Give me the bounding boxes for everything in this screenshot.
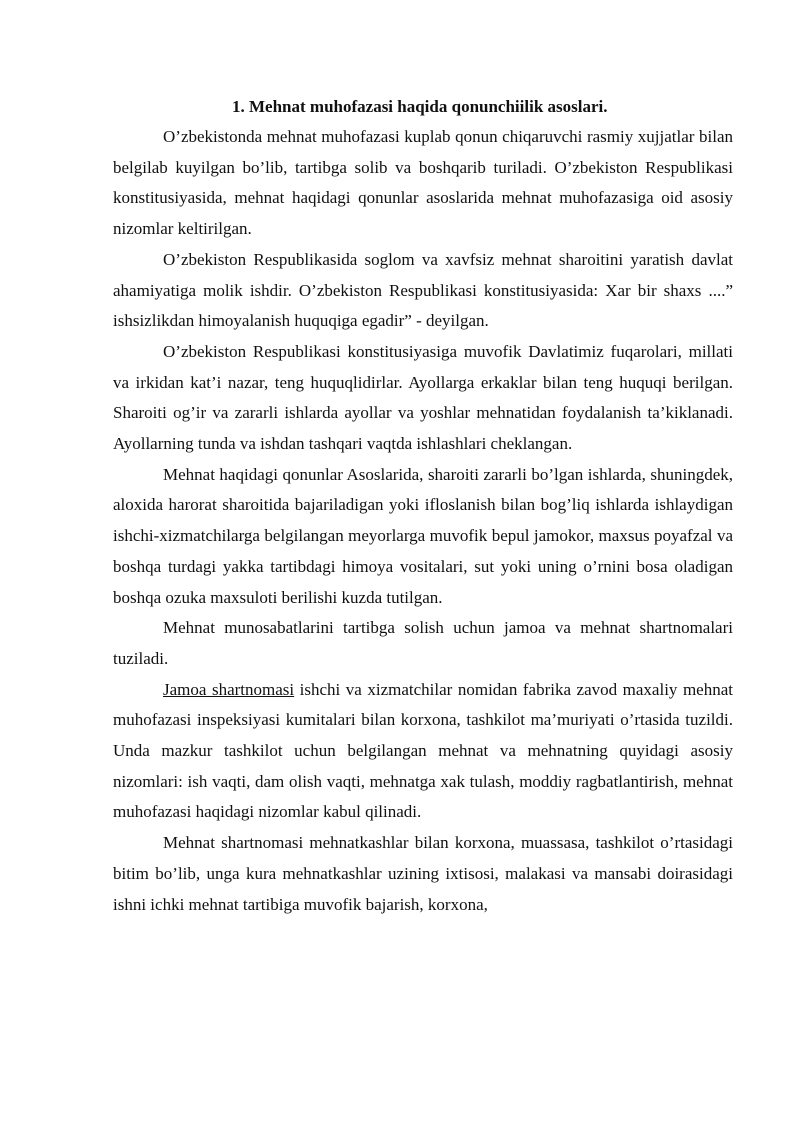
- paragraph-contracts: Mehnat munosabatlarini tartibga solish uchun jamoa va mehnat shartnomalari tuziladi.: [113, 618, 733, 668]
- paragraph-labor-contract: Mehnat shartnomasi mehnatkashlar bilan korxona, muassasa, tashkilot o’rtasidagi bitim bo’lib, unga kura mehnatkashlar uzining ixtisosi, malakasi va mansabi doirasidagi ishni ichki mehnat tartibiga muvofik bajarish, korxona,: [113, 833, 733, 914]
- collective-agreement-text: ishchi va xizmatchilar nomidan fabrika zavod maxaliy mehnat muhofazasi inspeksiyasi kumitalari bilan korxona, tashkilot ma’muriyati o’rtasida tuzildi. Unda mazkur tashkilot uchun belgilangan mehnat va mehnatning quyidagi asosiy nizomlari: ish vaqti, dam olish vaqti, mehnatga xak tulash, moddiy ragbatlantirish, mehnat muhofazasi haqidagi nizomlar kabul qilinadi.: [113, 679, 733, 822]
- paragraph-protective-equipment: Mehnat haqidagi qonunlar Asoslarida, sharoiti zararli bo’lgan ishlarda, shuningdek, aloxida harorat sharoitida bajariladigan yoki ifloslanish bilan bog’liq ishlarda ishlaydigan ishchi-xizmatchilarga belgilangan meyorlarga muvofik bepul jamokor, maxsus poyafzal va boshqa turdagi yakka tartibdagi himoya vositalari, sut yoki uning o’rnini bosa oladigan boshqa ozuka maxsuloti berilishi kuzda tutilgan.: [113, 464, 733, 607]
- paragraph-legislation: O’zbekistonda mehnat muhofazasi kuplab qonun chiqaruvchi rasmiy xujjatlar bilan belgilab kuyilgan bo’lib, tartibga solib va boshqarib turiladi. O’zbekiston Respublikasi konstitusiyasida, mehnat haqidagi qonunlar asoslarida mehnat muhofazasiga oid asosiy nizomlar keltirilgan.: [113, 127, 733, 239]
- paragraph-equal-rights: O’zbekiston Respublikasi konstitusiyasiga muvofik Davlatimiz fuqarolari, millati va irkidan kat’i nazar, teng huquqlidirlar. Ayollarga erkaklar bilan teng huquqi berilgan. Sharoiti og’ir va zararli ishlarda ayollar va yoshlar mehnatidan foydalanish ta’kiklanadi. Ayollarning tunda va ishdan tashqari vaqtda ishlashlari cheklangan.: [113, 341, 733, 454]
- paragraph-safe-conditions: O’zbekiston Respublikasida soglom va xavfsiz mehnat sharoitini yaratish davlat ahamiyatiga molik ishdir. O’zbekiston Respublikasi konstitusiyasida: Xar bir shaxs ....” ishsizlikdan himoyalanish huquqiga egadir” - deyilgan.: [113, 249, 733, 331]
- paragraph-collective-agreement: [113, 675, 733, 829]
- collective-agreement-term: Jamoa shartnomasi: [163, 679, 295, 699]
- document-page: [113, 92, 733, 920]
- section-heading: 1. Mehnat muhofazasi haqida qonunchiilik asoslari.: [232, 97, 608, 116]
